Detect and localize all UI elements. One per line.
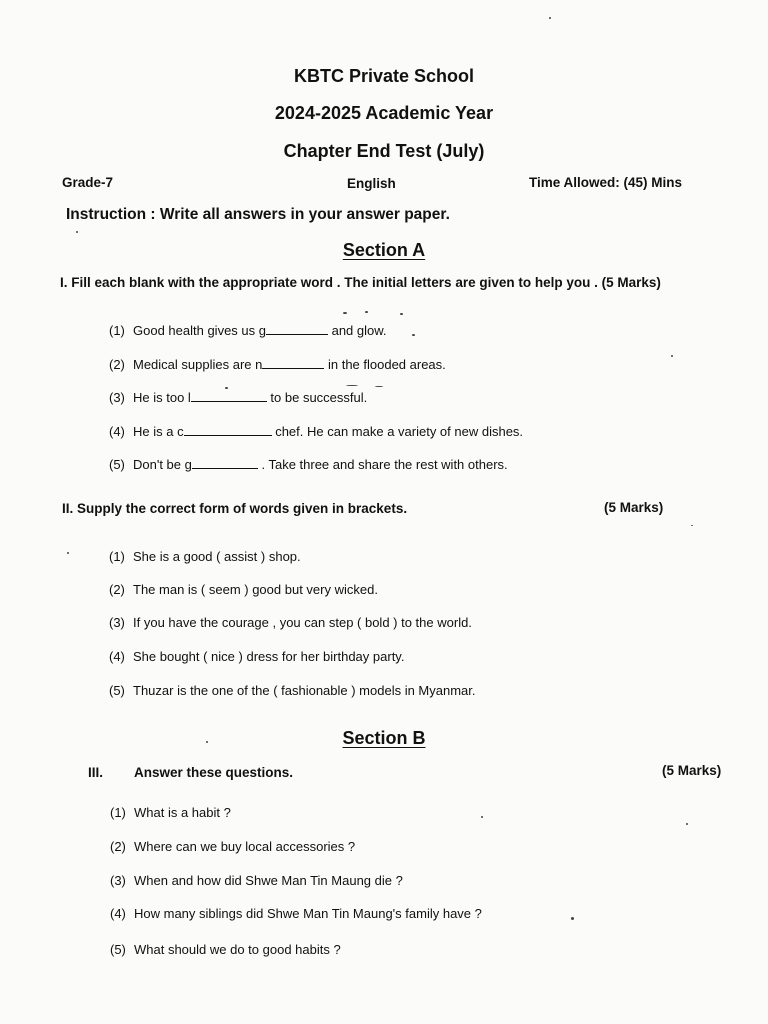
school-name: KBTC Private School: [293, 66, 475, 86]
scan-speck: [343, 312, 347, 314]
item-text: When and how did Shwe Man Tin Maung die ?: [134, 873, 403, 888]
question-3-number: III.: [88, 765, 104, 780]
scan-speck: [206, 741, 208, 743]
word-form-item-2: [109, 582, 378, 597]
scan-speck: [375, 386, 383, 387]
answer-question-item-2: [110, 839, 355, 854]
item-text: She is a good ( assist ) shop.: [133, 549, 301, 564]
word-form-item-3: [109, 615, 472, 630]
academic-year: 2024-2025 Academic Year: [274, 103, 494, 123]
item-number: (4): [110, 906, 126, 921]
item-number: (2): [110, 839, 126, 854]
item-number: (1): [109, 549, 125, 564]
item-number: (5): [109, 457, 125, 472]
item-number: (5): [109, 683, 125, 698]
scan-speck: [365, 311, 368, 313]
scan-speck: [549, 17, 551, 19]
item-number: (4): [109, 424, 125, 439]
scan-speck: [481, 816, 483, 818]
answer-blank: [191, 390, 267, 402]
instruction-text: Instruction : Write all answers in your answer paper.: [66, 206, 450, 223]
item-text: Where can we buy local accessories ?: [134, 839, 356, 854]
item-number: (4): [109, 649, 125, 664]
test-title: Chapter End Test (July): [283, 141, 485, 161]
fill-blank-item-5: [109, 457, 508, 472]
answer-question-item-1: [110, 805, 231, 820]
question-1-prompt: I. Fill each blank with the appropriate word . The initial letters are given to help you . (5 Marks): [60, 275, 661, 290]
subject-label: English: [347, 176, 396, 191]
item-number: (3): [109, 615, 125, 630]
item-text-before: Medical supplies are n: [133, 357, 263, 372]
scan-speck: [412, 334, 415, 336]
scan-speck: [67, 552, 69, 554]
scan-speck: [686, 823, 688, 825]
section-a-title: Section A: [342, 240, 426, 260]
scan-speck: [76, 231, 78, 233]
question-3-marks: (5 Marks): [662, 763, 722, 778]
item-number: (2): [109, 582, 125, 597]
item-text: If you have the courage , you can step ( bold ) to the world.: [133, 615, 472, 630]
question-3-prompt: Answer these questions.: [134, 765, 294, 780]
answer-blank: [266, 323, 328, 335]
word-form-item-1: [109, 549, 301, 564]
item-number: (1): [110, 805, 126, 820]
item-number: (3): [110, 873, 126, 888]
fill-blank-item-2: [109, 357, 446, 372]
item-text: What should we do to good habits ?: [134, 942, 341, 957]
item-text: What is a habit ?: [134, 805, 231, 820]
item-number: (2): [109, 357, 125, 372]
item-text: The man is ( seem ) good but very wicked.: [133, 582, 378, 597]
item-number: (1): [109, 323, 125, 338]
item-text-before: He is too l: [133, 390, 191, 405]
section-b-title: Section B: [342, 728, 426, 748]
item-text: She bought ( nice ) dress for her birthday party.: [133, 649, 405, 664]
word-form-item-5: [109, 683, 476, 698]
question-2-marks: (5 Marks): [604, 500, 664, 515]
time-allowed-label: Time Allowed: (45) Mins: [529, 175, 683, 190]
fill-blank-item-4: [109, 424, 523, 439]
answer-question-item-4: [110, 906, 482, 921]
fill-blank-item-3: [109, 390, 367, 405]
scan-speck: [346, 385, 358, 386]
item-text-after: and glow.: [327, 323, 387, 338]
scan-speck: [225, 387, 228, 389]
answer-blank: [184, 424, 272, 436]
answer-question-item-5: [110, 942, 341, 957]
scan-speck: [571, 917, 574, 920]
answer-question-item-3: [110, 873, 403, 888]
item-text: How many siblings did Shwe Man Tin Maung's family have ?: [134, 906, 482, 921]
scan-speck: [671, 355, 673, 357]
item-text-after: chef. He can make a variety of new dishes.: [271, 424, 524, 439]
item-number: (5): [110, 942, 126, 957]
item-text-before: Don't be g: [133, 457, 192, 472]
item-text-after: to be successful.: [266, 390, 368, 405]
answer-blank: [192, 457, 258, 469]
item-text-before: Good health gives us g: [133, 323, 266, 338]
scan-speck: [400, 313, 403, 315]
item-number: (3): [109, 390, 125, 405]
grade-label: Grade-7: [62, 175, 114, 190]
word-form-item-4: [109, 649, 404, 664]
item-text-after: . Take three and share the rest with others.: [257, 457, 508, 472]
item-text-after: in the flooded areas.: [324, 357, 446, 372]
scan-speck: [691, 525, 693, 526]
item-text-before: He is a c: [133, 424, 184, 439]
answer-blank: [262, 357, 324, 369]
fill-blank-item-1: [109, 323, 387, 338]
question-2-prompt: II. Supply the correct form of words given in brackets.: [62, 501, 408, 516]
item-text: Thuzar is the one of the ( fashionable ) models in Myanmar.: [133, 683, 476, 698]
